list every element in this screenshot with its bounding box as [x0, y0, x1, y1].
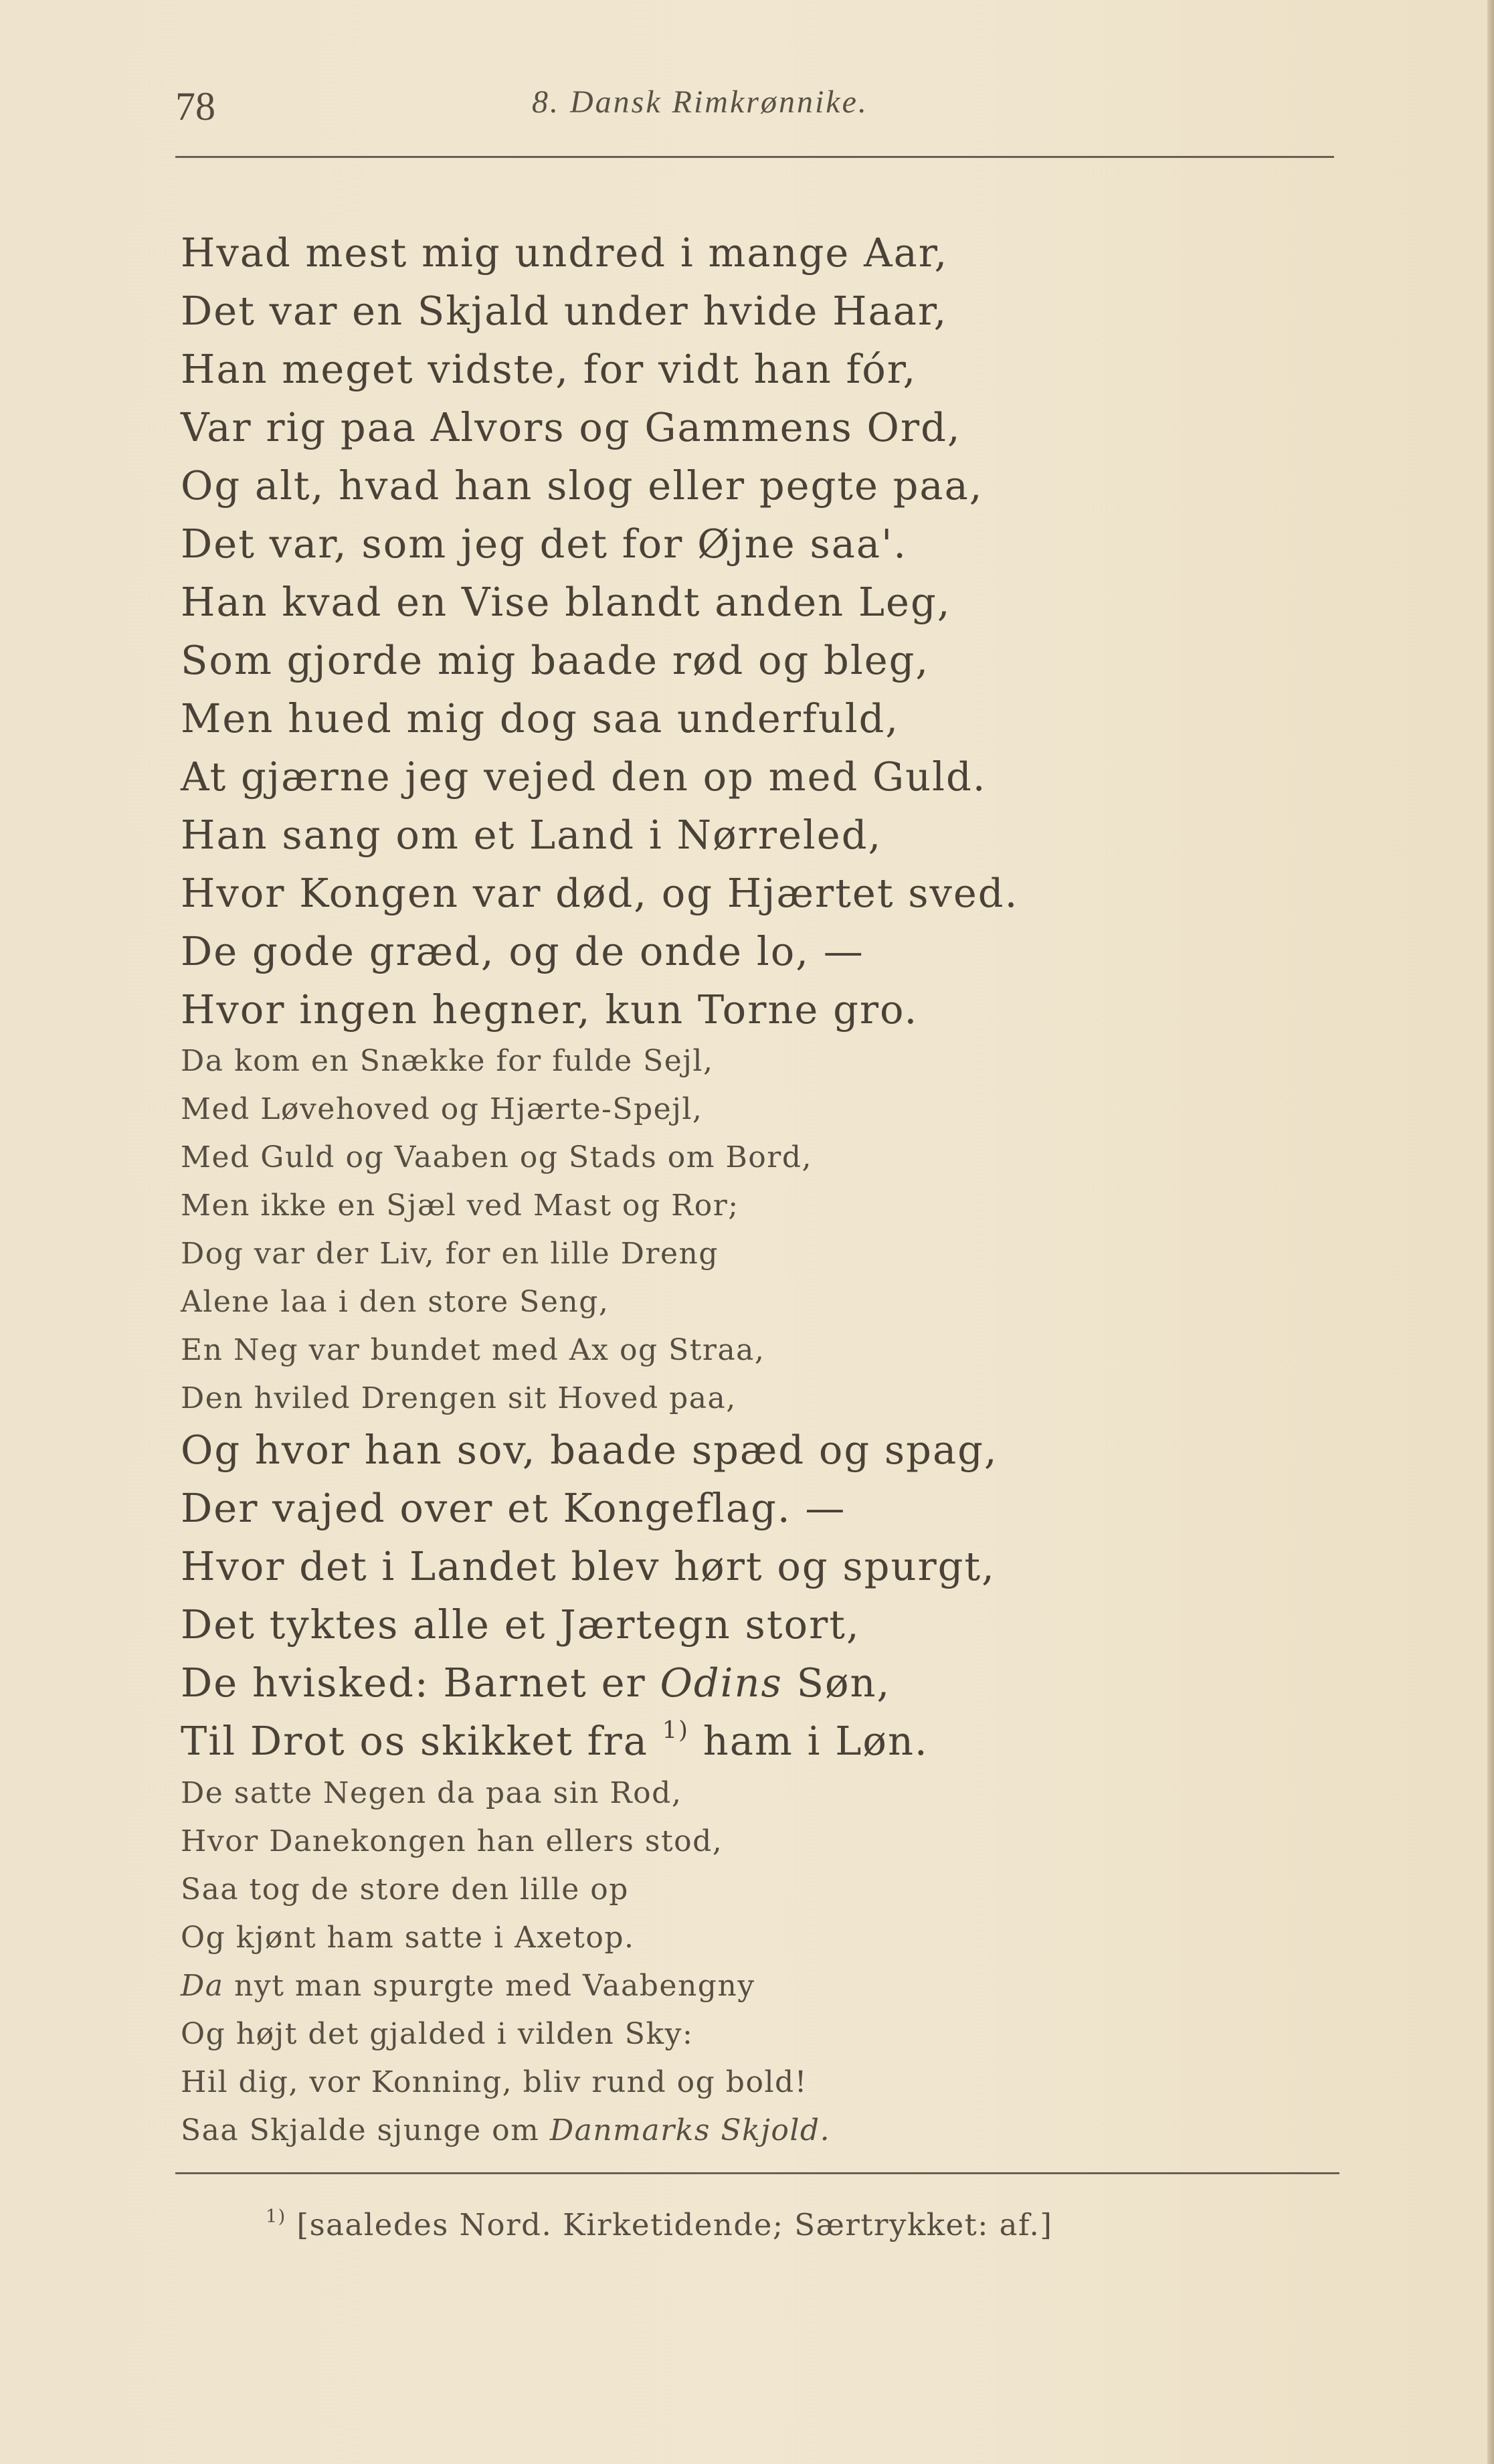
poem-line: Den hviled Drengen sit Hoved paa,	[181, 1381, 737, 1415]
poem-line: En Neg var bundet med Ax og Straa,	[181, 1333, 765, 1367]
poem-line: Da kom en Snække for fulde Sejl,	[181, 1044, 714, 1078]
poem-line: Og hvor han sov, baade spæd og spag,	[181, 1427, 998, 1473]
poem-italic-word: Danmarks Skjold.	[549, 2113, 831, 2147]
poem-line: Saa tog de store den lille op	[181, 1872, 629, 1907]
poem-line: Det var, som jeg det for Øjne saa'.	[181, 521, 908, 567]
poem-line: Men ikke en Sjæl ved Mast og Ror;	[181, 1189, 739, 1223]
poem-line: Det var en Skjald under hvide Haar,	[181, 288, 948, 334]
poem-line: De satte Negen da paa sin Rod,	[181, 1776, 682, 1810]
poem-line: Han kvad en Vise blandt anden Leg,	[181, 579, 951, 625]
poem-line: Hvor det i Landet blev hørt og spurgt,	[181, 1543, 996, 1589]
poem-line: At gjærne jeg vejed den op med Guld.	[181, 754, 987, 800]
poem-line: Der vajed over et Kongeflag. —	[181, 1485, 846, 1531]
poem-line: Var rig paa Alvors og Gammens Ord,	[181, 404, 961, 450]
poem-line: Han meget vidste, for vidt han fór,	[181, 346, 917, 392]
poem-line: Det tyktes alle et Jærtegn stort,	[181, 1601, 860, 1648]
poem-line: Hvor Kongen var død, og Hjærtet sved.	[181, 870, 1019, 916]
poem-line: Hil dig, vor Konning, bliv rund og bold!	[181, 2065, 808, 2099]
poem-line	[181, 1718, 929, 1764]
poem-italic-word: Da	[181, 1969, 224, 2003]
poem-line: De gode græd, og de onde lo, —	[181, 928, 864, 974]
poem-text: ham i Løn.	[688, 1718, 929, 1764]
footnote-marker: 1)	[662, 1717, 689, 1745]
poem-text: De hvisked: Barnet er	[181, 1660, 660, 1706]
poem-text: Saa Skjalde sjunge om	[181, 2113, 550, 2147]
poem-line: Og højt det gjalded i vilden Sky:	[181, 2017, 694, 2051]
poem-line: Hvad mest mig undred i mange Aar,	[181, 230, 949, 276]
poem-italic-word: Odins	[660, 1660, 783, 1706]
poem-line: Med Guld og Vaaben og Stads om Bord,	[181, 1140, 812, 1174]
poem-line: Han sang om et Land i Nørreled,	[181, 812, 882, 858]
footnote-text: [saaledes Nord. Kirketidende; Særtrykket: af.]	[286, 2207, 1053, 2242]
poem-line	[181, 1969, 755, 2003]
poem-line: Hvor Danekongen han ellers stod,	[181, 1824, 723, 1858]
footnote	[266, 2207, 1052, 2242]
poem-line: Og kjønt ham satte i Axetop.	[181, 1921, 635, 1955]
page-edge	[1487, 0, 1494, 2464]
poem-line	[181, 1660, 891, 1706]
poem-line: Men hued mig dog saa underfuld,	[181, 695, 900, 741]
footnote-marker: 1)	[266, 2206, 286, 2228]
poem-text: Til Drot os skikket fra	[181, 1718, 648, 1764]
running-head: 8. Dansk Rimkrønnike.	[532, 84, 868, 120]
poem-line: Alene laa i den store Seng,	[181, 1285, 610, 1319]
poem-line	[181, 2113, 830, 2147]
poem-text: nyt man spurgte med Vaabengny	[223, 1969, 755, 2003]
poem-line: Som gjorde mig baade rød og bleg,	[181, 637, 930, 683]
footnote-rule	[175, 2172, 1339, 2174]
poem-text: Søn,	[782, 1660, 891, 1706]
page-number: 78	[175, 84, 215, 128]
poem-line: Med Løvehoved og Hjærte-Spejl,	[181, 1092, 703, 1126]
poem-line: Dog var der Liv, for en lille Dreng	[181, 1237, 719, 1271]
poem-line: Og alt, hvad han slog eller pegte paa,	[181, 462, 984, 509]
header-rule	[175, 156, 1334, 158]
poem-line: Hvor ingen hegner, kun Torne gro.	[181, 986, 919, 1033]
